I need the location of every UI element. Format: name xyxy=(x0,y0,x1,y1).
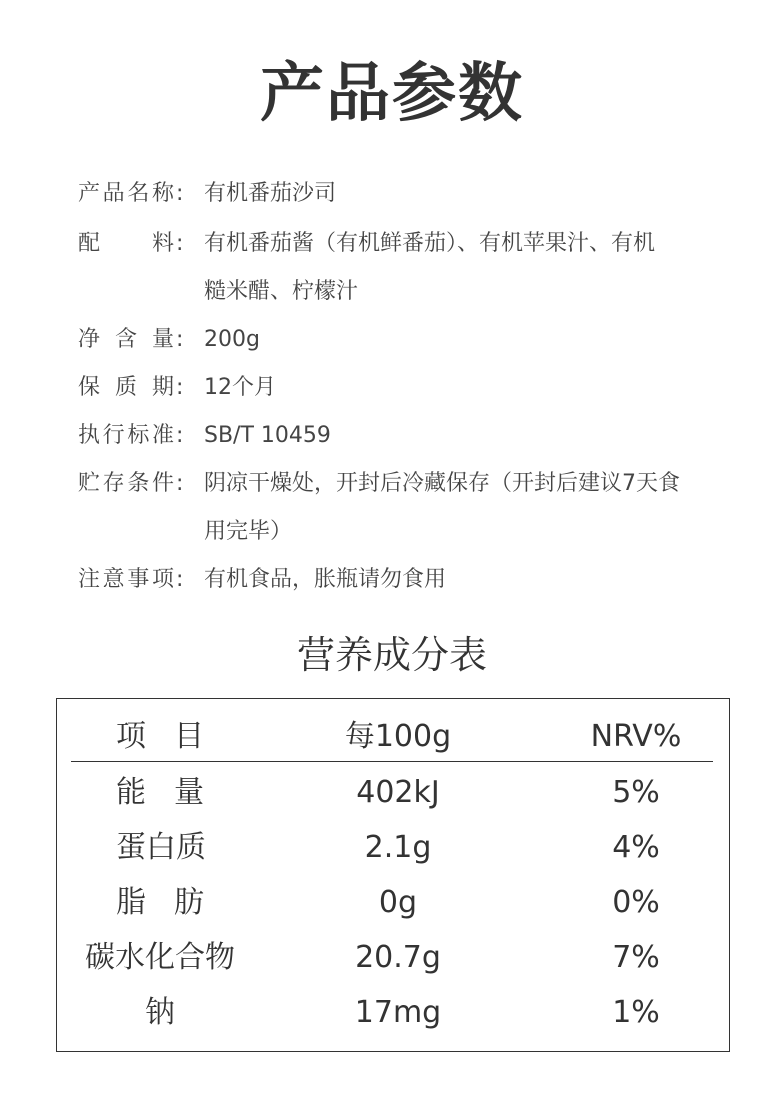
param-label-char: 事 xyxy=(127,567,150,592)
page-title: 产品参数 xyxy=(260,57,524,131)
param-label-char: 条 xyxy=(127,471,150,496)
param-label-char: 行 xyxy=(102,423,125,448)
param-label-storage xyxy=(78,470,184,498)
nutrition-table xyxy=(56,698,730,1052)
nutrition-header-item-char: 目 xyxy=(174,719,204,754)
nutrition-nrv: 7% xyxy=(612,940,660,975)
param-label-char: 项 xyxy=(151,567,174,592)
nutrition-item xyxy=(77,773,243,813)
param-colon: : xyxy=(176,231,184,256)
nutrition-per100g: 2.1g xyxy=(364,830,432,865)
param-label-char: 质 xyxy=(114,375,137,400)
nutrition-item-char: 水 xyxy=(115,940,145,975)
nutrition-per100g: 20.7g xyxy=(355,940,441,975)
param-label-char: 产 xyxy=(78,181,101,206)
nutrition-item-char: 质 xyxy=(176,830,206,865)
param-label-shelf-life xyxy=(78,374,184,402)
param-label-ingredients xyxy=(78,230,184,258)
param-value-storage-line2: 用完毕） xyxy=(204,519,293,544)
param-value-notes: 有机食品，胀瓶请勿食用 xyxy=(204,567,447,592)
param-value-storage-line1: 阴凉干燥处，开封后冷藏保存（开封后建议7天食 xyxy=(204,471,680,496)
nutrition-header-item xyxy=(77,717,243,757)
nutrition-header-nrv: NRV% xyxy=(590,719,682,754)
nutrition-title: 营养成分表 xyxy=(296,633,487,677)
nutrition-item-char: 脂 xyxy=(116,885,146,920)
param-colon: : xyxy=(176,327,184,352)
nutrition-nrv: 4% xyxy=(612,830,660,865)
param-label-char: 名 xyxy=(127,181,150,206)
nutrition-item-char: 肪 xyxy=(174,885,204,920)
param-label-notes xyxy=(78,566,184,594)
nutrition-item-char: 碳 xyxy=(85,940,115,975)
nutrition-nrv: 5% xyxy=(612,775,660,810)
param-value-net-content: 200g xyxy=(204,327,260,352)
param-label-char: 执 xyxy=(78,423,101,448)
param-value-ingredients-line1: 有机番茄酱（有机鲜番茄）、有机苹果汁、有机 xyxy=(204,231,656,256)
param-label-char: 保 xyxy=(78,375,101,400)
param-label-char: 意 xyxy=(102,567,125,592)
nutrition-nrv: 0% xyxy=(612,885,660,920)
nutrition-item-char: 合 xyxy=(175,940,205,975)
param-label-char: 配 xyxy=(78,231,101,256)
nutrition-item xyxy=(77,828,243,868)
nutrition-nrv: 1% xyxy=(612,995,660,1030)
param-value-name: 有机番茄沙司 xyxy=(204,181,337,206)
nutrition-item-char: 能 xyxy=(116,775,146,810)
param-colon: : xyxy=(176,567,184,592)
param-label-char: 贮 xyxy=(78,471,101,496)
nutrition-per100g: 402kJ xyxy=(356,775,440,810)
nutrition-item xyxy=(77,883,243,923)
param-label-char: 注 xyxy=(78,567,101,592)
table-row xyxy=(57,773,731,813)
nutrition-item-char: 物 xyxy=(205,940,235,975)
nutrition-header-row xyxy=(57,717,731,757)
table-row xyxy=(57,993,731,1033)
nutrition-per100g: 17mg xyxy=(354,995,442,1030)
param-label-char: 量 xyxy=(151,327,174,352)
nutrition-item-char: 量 xyxy=(174,775,204,810)
param-label-char: 料 xyxy=(151,231,174,256)
param-value-shelf-life: 12个月 xyxy=(204,375,276,400)
nutrition-header-per100g: 每100g xyxy=(344,719,452,754)
param-value-ingredients-line2: 糙米醋、柠檬汁 xyxy=(204,279,359,304)
param-label-standard xyxy=(78,422,184,450)
param-value-standard: SB/T 10459 xyxy=(204,423,331,448)
param-label-char: 标 xyxy=(127,423,150,448)
param-label-name xyxy=(78,180,184,208)
param-label-net-content xyxy=(78,326,184,354)
nutrition-item-char: 钠 xyxy=(145,995,175,1030)
param-colon: : xyxy=(176,423,184,448)
param-label-char: 准 xyxy=(151,423,174,448)
param-label-char: 件 xyxy=(151,471,174,496)
param-label-char: 净 xyxy=(78,327,101,352)
param-label-char: 称 xyxy=(151,181,174,206)
table-row xyxy=(57,938,731,978)
nutrition-header-item-char: 项 xyxy=(116,719,146,754)
nutrition-item-char: 蛋 xyxy=(116,830,146,865)
param-label-char: 品 xyxy=(102,181,125,206)
param-colon: : xyxy=(176,375,184,400)
table-row xyxy=(57,828,731,868)
nutrition-item xyxy=(77,938,243,978)
param-label-char: 含 xyxy=(114,327,137,352)
nutrition-header-divider xyxy=(71,761,713,762)
nutrition-item xyxy=(77,993,243,1033)
nutrition-per100g: 0g xyxy=(378,885,418,920)
param-label-char: 期 xyxy=(151,375,174,400)
param-label-char: 存 xyxy=(102,471,125,496)
table-row xyxy=(57,883,731,923)
nutrition-item-char: 白 xyxy=(146,830,176,865)
param-colon: : xyxy=(176,181,184,206)
nutrition-item-char: 化 xyxy=(145,940,175,975)
param-colon: : xyxy=(176,471,184,496)
